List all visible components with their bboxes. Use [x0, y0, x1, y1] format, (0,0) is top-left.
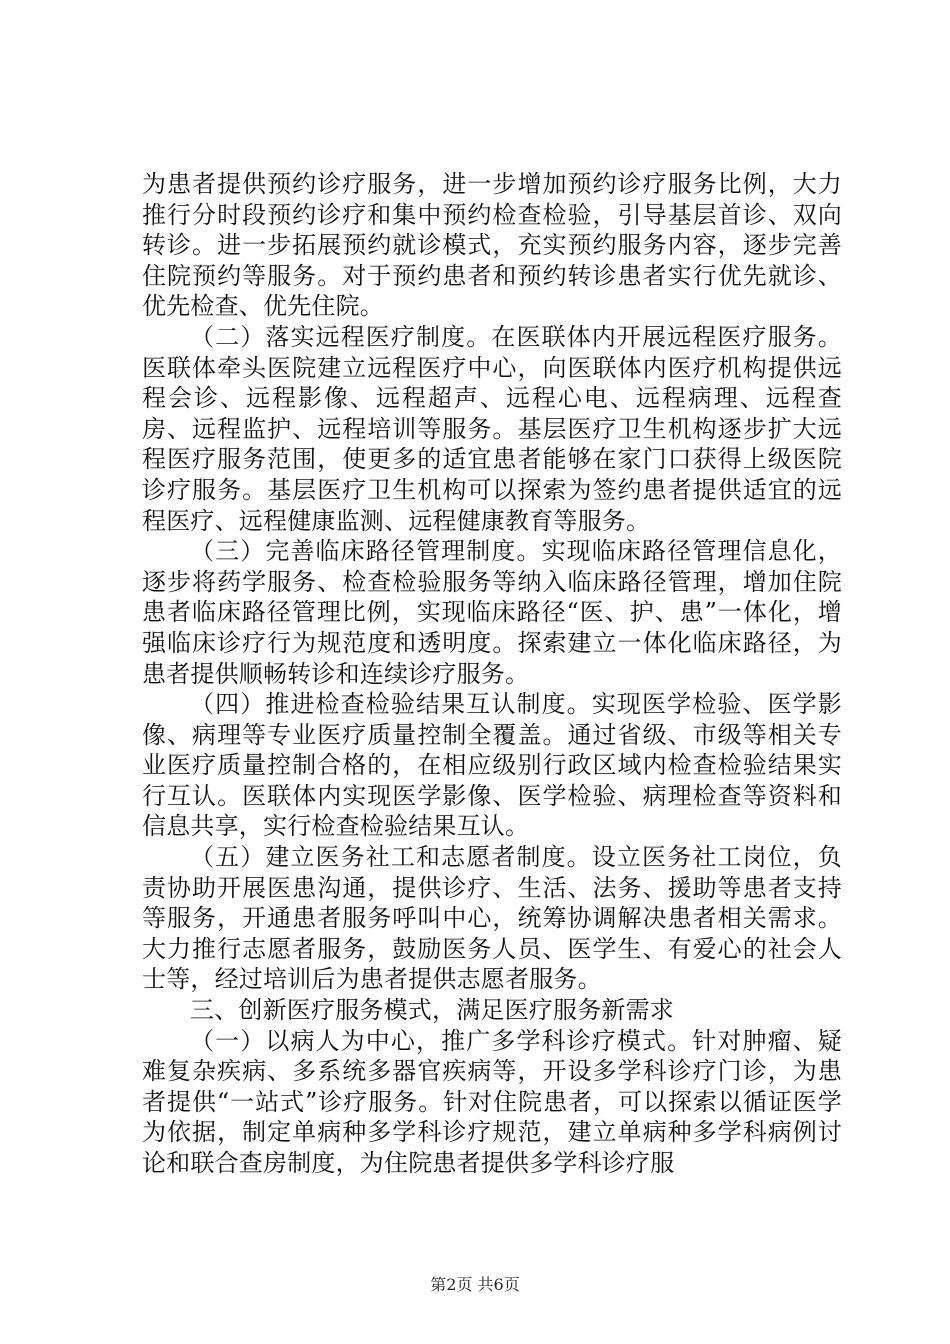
body-paragraph: （三）完善临床路径管理制度。实现临床路径管理信息化，逐步将药学服务、检查检验服务等纳入临床路径管理，增加住院患者临床路径管理比例，实现临床路径“医、护、患”一体化，增强临床诊疗行为规范度和透明度。探索建立一体化临床路径，为患者提供顺畅转诊和连续诊疗服务。	[142, 537, 842, 688]
body-paragraph: （一）以病人为中心，推广多学科诊疗模式。针对肿瘤、疑难复杂疾病、多系统多器官疾病等，开设多学科诊疗门诊，为患者提供“一站式”诊疗服务。针对住院患者，可以探索以循证医学为依据，制定单病种多学科诊疗规范，建立单病种多学科病例讨论和联合查房制度，为住院患者提供多学科诊疗服	[142, 1026, 842, 1177]
document-body	[142, 169, 842, 1179]
page-number-footer: 第2页 共6页	[430, 1275, 520, 1294]
body-paragraph: （四）推进检查检验结果互认制度。实现医学检验、医学影像、病理等专业医疗质量控制全覆盖。通过省级、市级等相关专业医疗质量控制合格的，在相应级别行政区域内检查检验结果实行互认。医联体内实现医学影像、医学检验、病理检查等资料和信息共享，实行检查检验结果互认。	[142, 690, 842, 841]
body-paragraph: （二）落实远程医疗制度。在医联体内开展远程医疗服务。医联体牵头医院建立远程医疗中心，向医联体内医疗机构提供远程会诊、远程影像、远程超声、远程心电、远程病理、远程查房、远程监护、远程培训等服务。基层医疗卫生机构逐步扩大远程医疗服务范围，使更多的适宜患者能够在家门口获得上级医院诊疗服务。基层医疗卫生机构可以探索为签约患者提供适宜的远程医疗、远程健康监测、远程健康教育等服务。	[142, 322, 842, 535]
section-heading: 三、创新医疗服务模式，满足医疗服务新需求	[190, 996, 674, 1025]
body-paragraph: （五）建立医务社工和志愿者制度。设立医务社工岗位，负责协助开展医患沟通，提供诊疗、生活、法务、援助等患者支持等服务，开通患者服务呼叫中心，统筹协调解决患者相关需求。大力推行志愿者服务，鼓励医务人员、医学生、有爱心的社会人士等，经过培训后为患者提供志愿者服务。	[142, 843, 842, 994]
body-paragraph: 为患者提供预约诊疗服务，进一步增加预约诊疗服务比例，大力推行分时段预约诊疗和集中预约检查检验，引导基层首诊、双向转诊。进一步拓展预约就诊模式，充实预约服务内容，逐步完善住院预约等服务。对于预约患者和预约转诊患者实行优先就诊、优先检查、优先住院。	[142, 170, 842, 321]
